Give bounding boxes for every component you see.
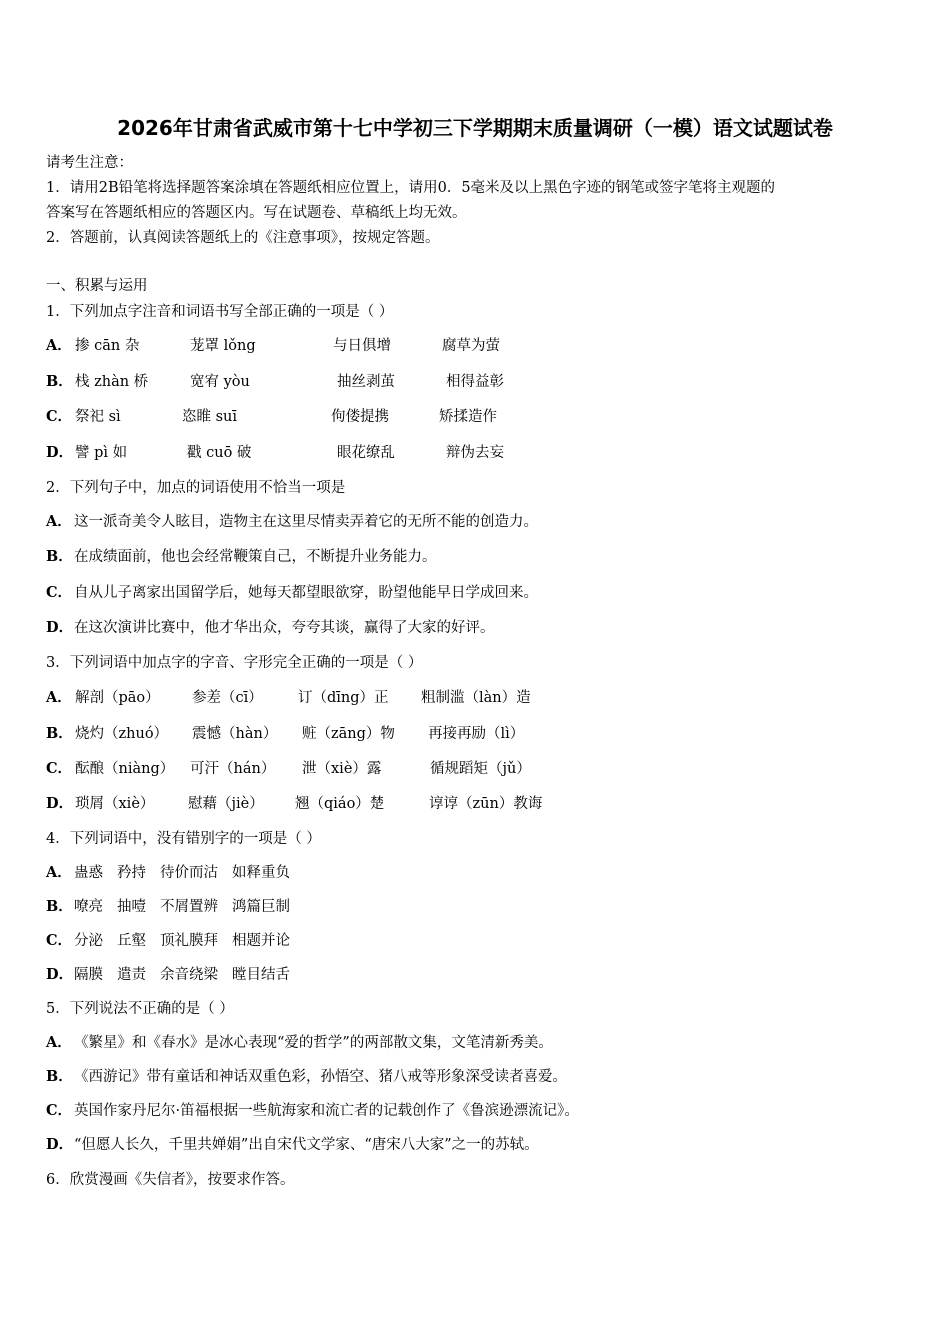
q1-c-item-1: 祭祀 sì xyxy=(75,409,121,425)
question-1-stem: 1．下列加点字注音和词语书写全部正确的一项是（ ） xyxy=(46,304,394,320)
option-label: C． xyxy=(46,584,73,601)
word: 余音绕梁 xyxy=(160,967,218,983)
option-text: 《西游记》带有童话和神话双重色彩，孙悟空、猪八戒等形象深受读者喜爱。 xyxy=(74,1069,567,1085)
word: 鸿篇巨制 xyxy=(232,899,290,915)
option-label: D． xyxy=(46,619,74,636)
word: 丘壑 xyxy=(117,933,146,949)
q3-d-item-1: 琐屑（xiè） xyxy=(75,796,155,812)
word: 待价而沽 xyxy=(160,865,218,881)
q4-option-d[interactable] xyxy=(46,963,304,984)
question-5-stem: 5．下列说法不正确的是（ ） xyxy=(46,1001,234,1017)
q5-option-a[interactable] xyxy=(46,1031,553,1052)
option-text: 在成绩面前，他也会经常鞭策自己，不断提升业务能力。 xyxy=(74,549,437,565)
q3-c-item-3: 泄（xiè）露 xyxy=(302,761,382,777)
q3-a-item-1: 解剖（pāo） xyxy=(75,690,160,706)
q5-option-d[interactable] xyxy=(46,1133,539,1154)
q3-b-item-2: 震憾（hàn） xyxy=(192,726,278,742)
word: 嘹亮 xyxy=(74,899,103,915)
question-2-stem: 2．下列句子中，加点的词语使用不恰当一项是 xyxy=(46,480,346,496)
section-heading: 一、积累与运用 xyxy=(46,278,148,294)
question-4-stem: 4．下列词语中，没有错别字的一项是（ ） xyxy=(46,831,321,847)
word: 如释重负 xyxy=(232,865,290,881)
q1-b-item-4: 相得益彰 xyxy=(446,374,504,390)
q1-a-item-4: 腐草为萤 xyxy=(442,338,500,354)
q3-a-item-3: 订（dīng）正 xyxy=(298,690,389,706)
q1-option-d[interactable] xyxy=(46,441,74,462)
word: 遣责 xyxy=(117,967,146,983)
option-text: 在这次演讲比赛中，他才华出众，夸夸其谈，赢得了大家的好评。 xyxy=(74,620,495,636)
option-label: B． xyxy=(46,548,73,565)
q3-option-d[interactable] xyxy=(46,792,74,813)
q1-a-item-2: 茏罩 lǒng xyxy=(190,338,256,354)
word: 矜持 xyxy=(117,865,146,881)
option-label: A． xyxy=(46,337,72,354)
word: 隔膜 xyxy=(74,967,103,983)
q1-d-item-2: 戳 cuō 破 xyxy=(187,445,252,461)
q3-c-item-1: 酝酿（niàng） xyxy=(75,761,175,777)
option-text: “但愿人长久，千里共婵娟”出自宋代文学家、“唐宋八大家”之一的苏轼。 xyxy=(74,1137,539,1153)
q3-option-b[interactable] xyxy=(46,722,74,743)
word: 相题并论 xyxy=(232,933,290,949)
word: 分泌 xyxy=(74,933,103,949)
option-text: 自从儿子离家出国留学后，她每天都望眼欲穿，盼望他能早日学成回来。 xyxy=(74,585,538,601)
word: 蛊惑 xyxy=(74,865,103,881)
option-label: D． xyxy=(46,966,74,983)
q1-b-item-1: 栈 zhàn 桥 xyxy=(75,374,149,390)
option-text: 这一派奇美令人眩目，造物主在这里尽情卖弄着它的无所不能的创造力。 xyxy=(74,514,538,530)
q3-d-item-4: 谆谆（zūn）教诲 xyxy=(429,796,543,812)
q1-a-item-1: 掺 cān 杂 xyxy=(75,338,140,354)
q1-b-item-3: 抽丝剥茧 xyxy=(337,374,395,390)
option-label: C． xyxy=(46,760,73,777)
option-label: A． xyxy=(46,864,72,881)
question-3-stem: 3．下列词语中加点字的字音、字形完全正确的一项是（ ） xyxy=(46,655,423,671)
q1-option-c[interactable] xyxy=(46,405,74,426)
q1-option-a[interactable] xyxy=(46,334,74,355)
q4-option-c[interactable] xyxy=(46,929,304,950)
option-label: C． xyxy=(46,932,73,949)
q3-d-item-3: 翘（qiáo）楚 xyxy=(295,796,385,812)
q1-c-item-2: 恣睢 suī xyxy=(182,409,238,425)
option-label: B． xyxy=(46,898,73,915)
q3-a-item-2: 参差（cī） xyxy=(192,690,263,706)
q5-option-c[interactable] xyxy=(46,1099,579,1120)
option-label: A． xyxy=(46,513,72,530)
notice-line-1a: 1．请用2B铅笔将选择题答案涂填在答题纸相应位置上，请用0．5毫米及以上黑色字迹的钢笔或签字笔将主观题的 xyxy=(46,180,776,196)
option-label: B． xyxy=(46,1068,73,1085)
q2-option-a[interactable] xyxy=(46,510,538,531)
notice-line-2: 2．答题前，认真阅读答题纸上的《注意事项》，按规定答题。 xyxy=(46,230,440,246)
q1-d-item-1: 譬 pì 如 xyxy=(75,445,128,461)
page-title: 2026年甘肃省武威市第十七中学初三下学期期末质量调研（一模）语文试题试卷 xyxy=(117,116,833,140)
option-label: D． xyxy=(46,1136,74,1153)
option-label: C． xyxy=(46,1102,73,1119)
q1-option-b[interactable] xyxy=(46,370,74,391)
option-label: A． xyxy=(46,689,72,706)
q3-b-item-1: 烧灼（zhuó） xyxy=(75,726,169,742)
word: 抽噎 xyxy=(117,899,146,915)
q2-option-b[interactable] xyxy=(46,545,437,566)
option-label: A． xyxy=(46,1034,72,1051)
option-label: D． xyxy=(46,795,74,812)
q1-b-item-2: 宽宥 yòu xyxy=(190,374,250,390)
option-label: B． xyxy=(46,373,73,390)
option-label: C． xyxy=(46,408,73,425)
q1-c-item-3: 佝偻提携 xyxy=(331,409,389,425)
q3-b-item-3: 赃（zāng）物 xyxy=(302,726,395,742)
word: 不屑置辨 xyxy=(160,899,218,915)
option-text: 《繁星》和《春水》是冰心表现“爱的哲学”的两部散文集，文笔清新秀美。 xyxy=(74,1035,553,1051)
q1-d-item-3: 眼花缭乱 xyxy=(337,445,395,461)
q3-a-item-4: 粗制滥（làn）造 xyxy=(421,690,531,706)
q3-option-c[interactable] xyxy=(46,757,74,778)
question-6-stem: 6．欣赏漫画《失信者》，按要求作答。 xyxy=(46,1172,295,1188)
q2-option-c[interactable] xyxy=(46,581,538,602)
option-label: D． xyxy=(46,444,74,461)
notice-heading: 请考生注意： xyxy=(46,155,133,171)
q3-d-item-2: 慰藉（jiè） xyxy=(188,796,264,812)
word: 瞠目结舌 xyxy=(232,967,290,983)
option-text: 英国作家丹尼尔·笛福根据一些航海家和流亡者的记载创作了《鲁滨逊漂流记》。 xyxy=(74,1103,579,1119)
q3-b-item-4: 再接再励（lì） xyxy=(428,726,525,742)
q4-option-a[interactable] xyxy=(46,861,304,882)
q3-c-item-2: 可汗（hán） xyxy=(190,761,276,777)
q3-c-item-4: 循规蹈矩（jǔ） xyxy=(430,761,531,777)
q1-a-item-3: 与日俱增 xyxy=(333,338,391,354)
q2-option-d[interactable] xyxy=(46,616,495,637)
notice-block xyxy=(46,151,906,251)
q1-d-item-4: 辩伪去妄 xyxy=(446,445,504,461)
q1-c-item-4: 矫揉造作 xyxy=(439,409,497,425)
q3-option-a[interactable] xyxy=(46,686,74,707)
notice-line-1b: 答案写在答题纸相应的答题区内。写在试题卷、草稿纸上均无效。 xyxy=(46,205,467,221)
word: 顶礼膜拜 xyxy=(160,933,218,949)
option-label: B． xyxy=(46,725,73,742)
q4-option-b[interactable] xyxy=(46,895,304,916)
q5-option-b[interactable] xyxy=(46,1065,567,1086)
